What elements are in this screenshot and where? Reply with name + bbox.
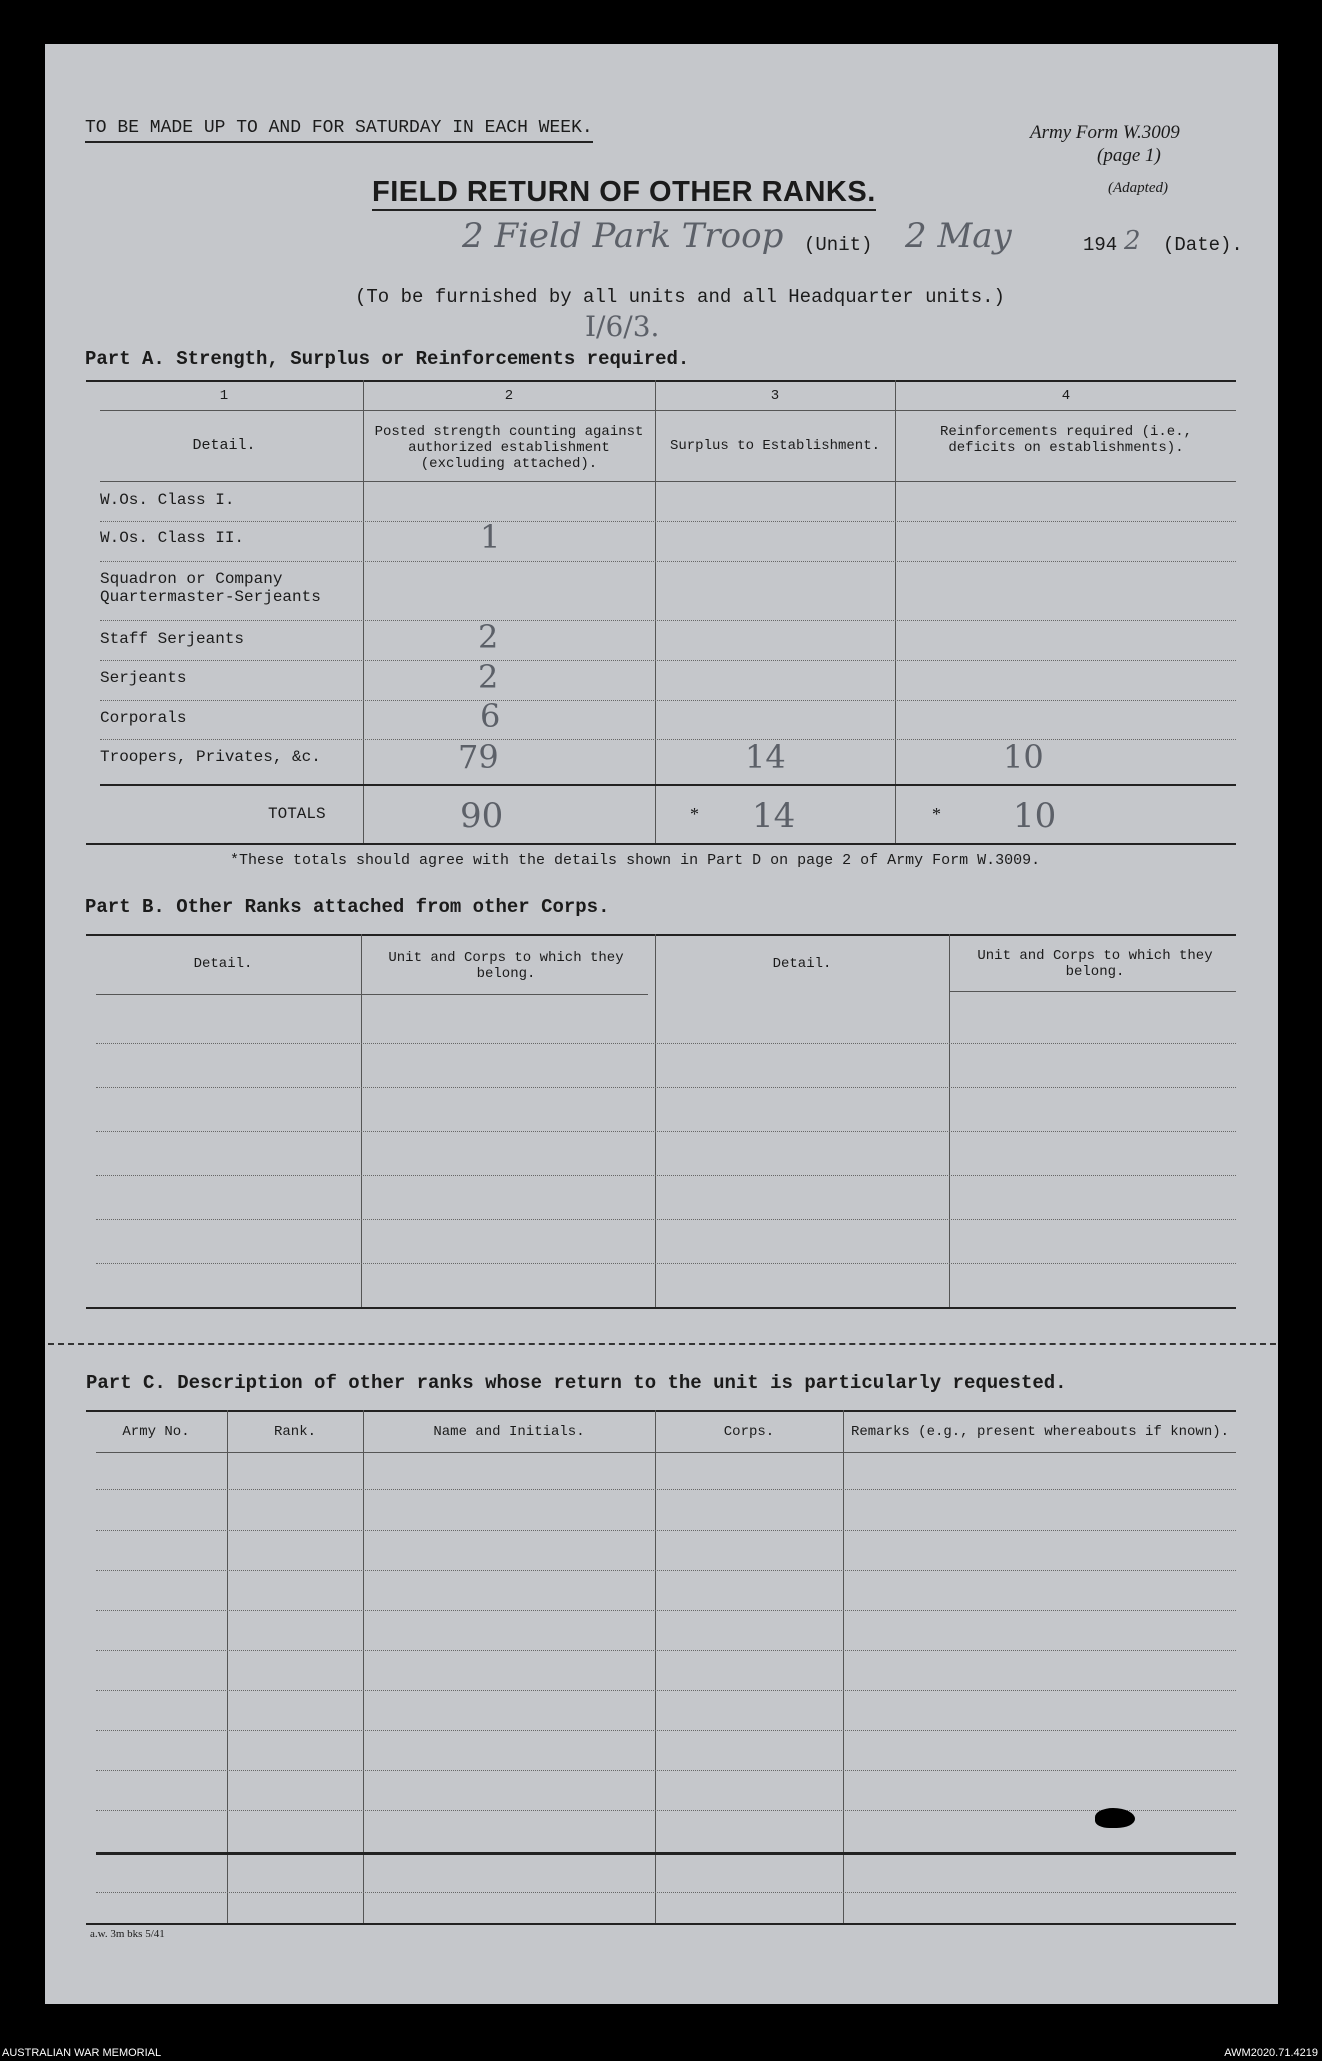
part-b-header-rule — [950, 991, 1236, 992]
part-c-row-rule — [96, 1730, 1236, 1731]
col-num-4: 4 — [1061, 388, 1071, 404]
c-header-name: Name and Initials. — [433, 1424, 585, 1440]
part-b-top-rule — [86, 934, 1236, 936]
part-c-row-rule — [96, 1650, 1236, 1651]
b-header-unit-2: Unit and Corps to which they belong. — [977, 948, 1213, 980]
part-b-vline-1 — [361, 934, 362, 1308]
col-num-1: 1 — [219, 388, 229, 404]
part-c-vline-3 — [655, 1410, 656, 1924]
part-b-row-rule — [96, 1087, 1236, 1088]
row-label-cqms: Squadron or Company Quartermaster-Serjeants — [100, 570, 321, 606]
value-surplus-troopers: 14 — [745, 738, 786, 776]
print-code: a.w. 3m bks 5/41 — [90, 1928, 165, 1940]
row-rule — [100, 739, 1236, 740]
row-label-wo1: W.Os. Class I. — [100, 491, 235, 509]
year-printed: 194 — [1083, 234, 1118, 256]
year-handwritten: 2 — [1124, 226, 1141, 256]
value-posted-wo2: 1 — [480, 518, 501, 556]
part-b-row-rule — [96, 1175, 1236, 1176]
col-num-3: 3 — [770, 388, 780, 404]
part-b-bottom-rule — [86, 1307, 1236, 1309]
col-header-reinforcements: Reinforcements required (i.e., deficits on establishments). — [939, 424, 1193, 456]
value-reinf-troopers: 10 — [1003, 738, 1044, 776]
part-c-header-rule — [96, 1452, 1236, 1453]
row-label-troopers: Troopers, Privates, &c. — [100, 748, 321, 766]
part-c-title: Part C. Description of other ranks whose return to the unit is particularly requested. — [86, 1372, 1067, 1394]
part-a-top-rule — [86, 380, 1236, 382]
reference-mark: I/6/3. — [585, 310, 660, 343]
asterisk-surplus: * — [690, 804, 699, 824]
part-b-row-rule — [96, 1263, 1236, 1264]
totals-top-rule — [100, 784, 1236, 786]
footer-left: AUSTRALIAN WAR MEMORIAL — [2, 2047, 162, 2059]
col-header-posted: Posted strength counting against authorized establishment (excluding attached). — [374, 424, 644, 472]
part-a-vline-2 — [655, 380, 656, 844]
part-c-row-rule — [96, 1530, 1236, 1531]
part-c-vline-2 — [363, 1410, 364, 1924]
b-header-detail-1: Detail. — [193, 956, 253, 972]
row-label-wo2: W.Os. Class II. — [100, 529, 245, 547]
asterisk-reinf: * — [932, 804, 941, 824]
part-b-header-rule — [96, 994, 648, 995]
part-c-row-rule — [96, 1892, 1236, 1893]
row-rule — [100, 521, 1236, 522]
part-b-vline-2 — [655, 934, 656, 1308]
c-header-army-no: Army No. — [122, 1424, 190, 1440]
part-b-title: Part B. Other Ranks attached from other Corps. — [85, 896, 610, 918]
value-posted-staff-serjeants: 2 — [478, 618, 499, 656]
part-a-vline-3 — [895, 380, 896, 844]
part-a-number-rule — [100, 410, 1236, 411]
footer-right: AWM2020.71.4219 — [1224, 2047, 1318, 2059]
unit-label: (Unit) — [804, 234, 873, 256]
row-rule — [100, 660, 1236, 661]
date-handwritten: 2 May — [905, 216, 1012, 256]
c-header-remarks: Remarks (e.g., present whereabouts if known). — [850, 1424, 1230, 1440]
row-rule — [100, 561, 1236, 562]
total-surplus: 14 — [752, 796, 796, 836]
part-a-bottom-rule — [86, 843, 1236, 845]
form-sheet — [45, 44, 1278, 2004]
b-header-detail-2: Detail. — [772, 956, 832, 972]
col-num-2: 2 — [504, 388, 514, 404]
part-b-row-rule — [96, 1131, 1236, 1132]
row-label-staff-serjeants: Staff Serjeants — [100, 630, 245, 648]
form-page: (page 1) — [1097, 145, 1161, 166]
b-header-unit-1: Unit and Corps to which they belong. — [388, 950, 624, 982]
form-adapted: (Adapted) — [1108, 180, 1168, 196]
part-a-title: Part A. Strength, Surplus or Reinforcements required. — [85, 348, 690, 370]
c-header-corps: Corps. — [723, 1424, 775, 1440]
totals-label: TOTALS — [268, 805, 326, 823]
col-header-surplus: Surplus to Establishment. — [669, 438, 881, 454]
form-title: FIELD RETURN OF OTHER RANKS. — [372, 176, 876, 211]
part-c-row-rule — [96, 1810, 1236, 1811]
part-c-top-rule — [86, 1410, 1236, 1412]
row-rule — [100, 620, 1236, 621]
date-label: (Date). — [1163, 234, 1243, 256]
perforation-line — [48, 1343, 1276, 1345]
part-c-row-rule — [96, 1570, 1236, 1571]
row-rule — [100, 700, 1236, 701]
part-a-header-rule — [100, 481, 1236, 482]
total-reinf: 10 — [1013, 796, 1057, 836]
part-b-row-rule — [96, 1043, 1236, 1044]
part-c-row-rule — [96, 1489, 1236, 1490]
c-header-rank: Rank. — [273, 1424, 316, 1440]
row-label-serjeants: Serjeants — [100, 669, 187, 687]
value-posted-corporals: 6 — [480, 697, 501, 735]
col-header-detail: Detail. — [192, 437, 256, 454]
part-c-vline-4 — [843, 1410, 844, 1924]
row-label-corporals: Corporals — [100, 709, 187, 727]
part-b-row-rule — [96, 1219, 1236, 1220]
part-c-row-rule — [96, 1690, 1236, 1691]
part-c-vline-1 — [227, 1410, 228, 1924]
totals-note: *These totals should agree with the details shown in Part D on page 2 of Army Form W.3009. — [230, 852, 1041, 869]
furnished-note: (To be furnished by all units and all Headquarter units.) — [355, 286, 1005, 308]
form-number: Army Form W.3009 — [1030, 122, 1180, 143]
part-c-row-rule — [96, 1610, 1236, 1611]
unit-handwritten: 2 Field Park Troop — [462, 216, 784, 256]
part-a-vline-1 — [363, 380, 364, 844]
part-c-row-rule — [96, 1770, 1236, 1771]
value-posted-troopers: 79 — [458, 738, 499, 776]
total-posted: 90 — [460, 796, 504, 836]
part-c-totals-rule — [96, 1852, 1236, 1855]
paper-hole — [1095, 1808, 1135, 1828]
instruction-text: TO BE MADE UP TO AND FOR SATURDAY IN EACH WEEK. — [85, 118, 593, 143]
part-c-bottom-rule — [86, 1923, 1236, 1925]
value-posted-serjeants: 2 — [478, 658, 499, 696]
